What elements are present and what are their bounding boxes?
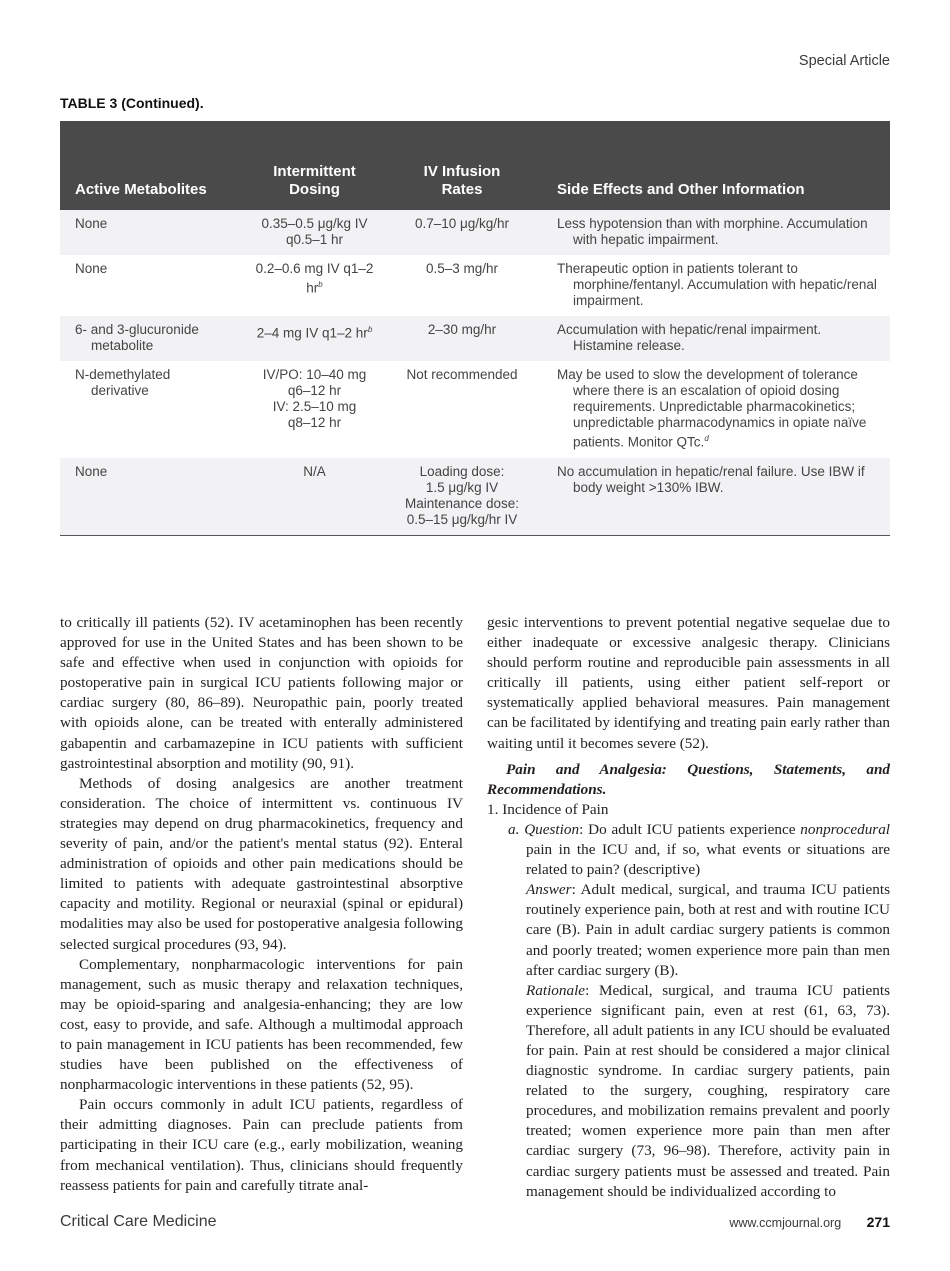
cell-infusion: Loading dose: 1.5 μg/kg IV Maintenance dose: 0.5–15 μg/kg/hr IV	[392, 458, 532, 536]
body-column-right	[487, 613, 890, 1202]
table-row	[60, 458, 890, 536]
cell-info: Accumulation with hepatic/renal impairment. Histamine release.	[532, 316, 890, 361]
body-paragraph: Pain occurs commonly in adult ICU patients, regardless of their admitting diagnoses. Pain can preclude patients from participating in their ICU care (e.g., early mobilization, weaning from mechanical ventilation). Thus, clinicians should frequently reassess patients for pain and carefully titrate anal-	[60, 1096, 463, 1194]
cell-infusion: Not recommended	[392, 361, 532, 458]
cell-info: Therapeutic option in patients tolerant to morphine/fentanyl. Accumulation with hepatic/renal impairment.	[532, 255, 890, 316]
cell-metabolites: None	[60, 210, 237, 255]
page-number: 271	[866, 1214, 890, 1230]
table-row	[60, 255, 890, 316]
page-footer	[729, 1214, 890, 1230]
table-caption: TABLE 3 (Continued).	[60, 95, 204, 111]
cell-info: Less hypotension than with morphine. Accumulation with hepatic impairment.	[532, 210, 890, 255]
table-row	[60, 210, 890, 255]
cell-metabolites: 6- and 3-glucuronide metabolite	[60, 316, 237, 361]
cell-infusion: 0.7–10 μg/kg/hr	[392, 210, 532, 255]
cell-dosing: 2–4 mg IV q1–2 $hr^b$	[237, 316, 392, 361]
body-paragraph: gesic interventions to prevent potential negative sequelae due to either inadequate or excessive analgesic therapy. Clinicians should perform routine and reproducible pain assessments in all critically ill patients, using either patient self-report or systematically applied behavioral measures. Pain management can be facilitated by identifying and treating pain early rather than waiting until it becomes severe (52).	[487, 614, 890, 752]
table-row	[60, 316, 890, 361]
body-paragraph: to critically ill patients (52). IV acetaminophen has been recently approved for use in the United States and has been shown to be safe and effective when used in conjunction with opioids for postoperative pain in surgical ICU patients following major or cardiac surgery (80, 86–89). Neuropathic pain, poorly treated with opioids alone, can be treated with enterally administered gabapentin and carbamazepine in ICU patients with sufficient gastrointestinal absorption and motility (90, 91).	[60, 614, 463, 772]
rationale-paragraph: Rationale: Medical, surgical, and trauma ICU patients experience significant pain, even at rest (61, 63, 73). Therefore, all adult patients in any ICU should be evaluated for pain. Pain at rest should be considered a major clinical diagnostic syndrome. In cardiac surgery patients, pain related to the surgery, coughing, respiratory care procedures, and mobilization remains prevalent and poorly treated; women experience more pain than men after cardiac surgery (73, 96–98). Therefore, activity pain in cardiac surgery patients must be assessed and treated. Pain management should be individualized according to	[526, 981, 890, 1200]
dosing-table	[60, 121, 890, 536]
body-column-left	[60, 613, 463, 1196]
cell-infusion: 2–30 mg/hr	[392, 316, 532, 361]
journal-name: Critical Care Medicine	[60, 1213, 217, 1230]
col-header-metabolites: Active Metabolites	[60, 121, 237, 210]
cell-dosing: 0.35–0.5 μg/kg IV q0.5–1 hr	[237, 210, 392, 255]
cell-infusion: 0.5–3 mg/hr	[392, 255, 532, 316]
table-row	[60, 361, 890, 458]
answer-paragraph: Answer: Adult medical, surgical, and trauma ICU patients routinely experience pain, both at rest and with routine ICU care (B). Pain in adult cardiac surgery patients is common and poorly treated; women experience more pain than men after cardiac surgery (B).	[526, 881, 890, 979]
cell-metabolites: None	[60, 255, 237, 316]
body-paragraph: Complementary, nonpharmacologic interventions for pain management, such as music therapy and relaxation techniques, may be opioid-sparing and analgesia-enhancing; they are low cost, easy to provide, and safe. Although a multimodal approach to pain management in ICU patients has been recommended, few studies have been published on the effectiveness of nonpharmacologic interventions in these patients (52, 95).	[60, 955, 463, 1094]
cell-dosing: 0.2–0.6 mg IV q1–2 $hr^b$	[237, 255, 392, 316]
section-subheading: Pain and Analgesia: Questions, Statements, and Recommendations.	[487, 760, 890, 798]
cell-dosing: IV/PO: 10–40 mg q6–12 hr IV: 2.5–10 mg q8–12 hr	[237, 361, 392, 458]
cell-info: May be used to slow the development of tolerance where there is an escalation of opioid dosing requirements. Unpredictable pharmacokinetics; unpredictable pharmacodynamics in opiate naïve patients. Monitor QTc.$^d$	[532, 361, 890, 458]
col-header-dosing: Intermittent Dosing	[237, 121, 392, 210]
col-header-info: Side Effects and Other Information	[532, 121, 890, 210]
cell-metabolites: None	[60, 458, 237, 536]
body-paragraph: Methods of dosing analgesics are another treatment consideration. The choice of intermittent vs. continuous IV strategies may depend on drug pharmacokinetics, frequency and severity of pain, and/or the patient's mental status (92). Enteral administration of opioids and other pain medications should be limited to patients with adequate gastrointestinal absorptive capacity and motility. Regional or neuraxial (spinal or epidural) modalities may also be used for postoperative analgesia following selected surgical procedures (93, 94).	[60, 774, 463, 953]
cell-info: No accumulation in hepatic/renal failure. Use IBW if body weight >130% IBW.	[532, 458, 890, 536]
journal-url: www.ccmjournal.org	[729, 1216, 842, 1230]
col-header-infusion: IV Infusion Rates	[392, 121, 532, 210]
question-block	[487, 820, 890, 1202]
list-item: 1. Incidence of Pain	[487, 800, 609, 818]
cell-dosing: N/A	[237, 458, 392, 536]
running-header: Special Article	[798, 53, 890, 69]
question-paragraph: a. Question: Do adult ICU patients experience nonprocedural pain in the ICU and, if so, what events or situations are related to pain? (descriptive)	[508, 820, 891, 879]
cell-metabolites: N-demethylated derivative	[60, 361, 237, 458]
